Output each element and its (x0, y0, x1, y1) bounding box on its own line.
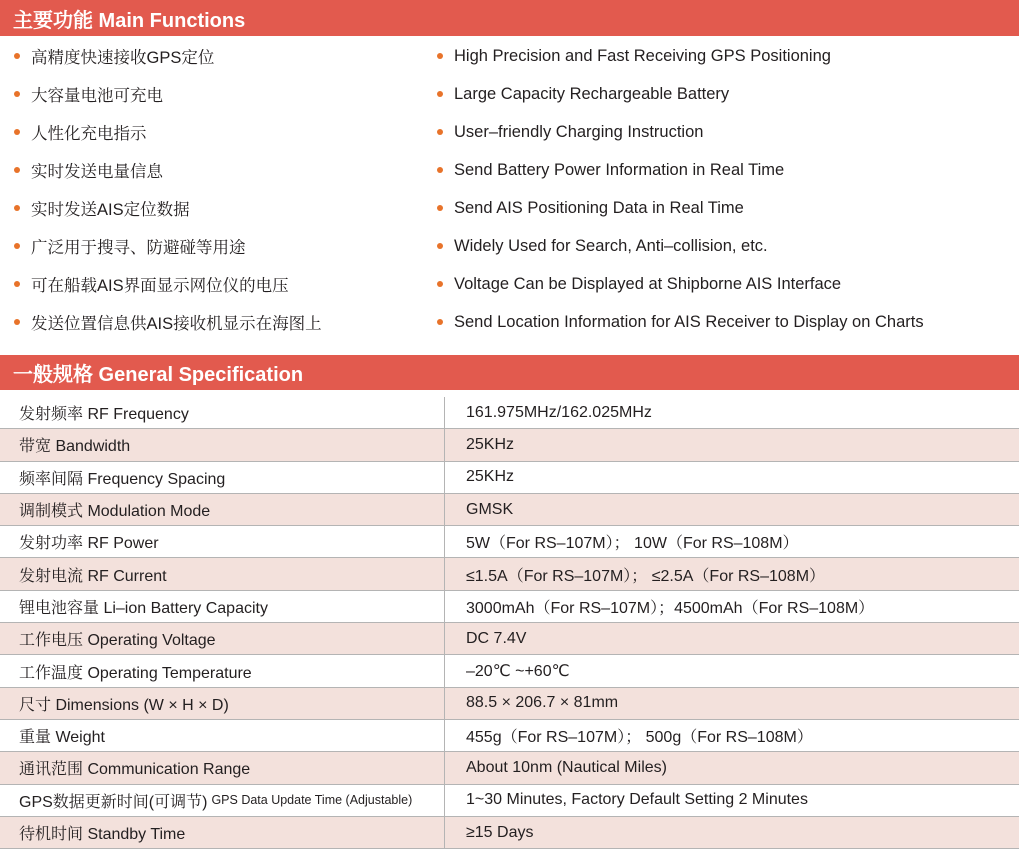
bullet-icon (14, 205, 20, 211)
spec-label: 调制模式 Modulation Mode (0, 494, 445, 525)
table-row (0, 752, 1019, 784)
bullet-icon (14, 53, 20, 59)
spec-table (0, 397, 1019, 849)
list-item (14, 37, 322, 75)
feature-text: 高精度快速接收GPS定位 (31, 49, 215, 67)
bullet-icon (437, 53, 443, 59)
list-item (437, 75, 924, 113)
table-row (0, 526, 1019, 558)
list-item (14, 113, 322, 151)
list-item (437, 37, 924, 75)
spec-value: 88.5 × 206.7 × 81mm (466, 694, 619, 712)
table-row (0, 688, 1019, 720)
bullet-icon (437, 167, 443, 173)
feature-text: Send Location Information for AIS Receiver to Display on Charts (454, 312, 924, 331)
general-spec-title: 一般规格 General Specification (13, 364, 304, 386)
spec-value: 5W（For RS–107M）； 10W（For RS–108M） (466, 535, 799, 553)
spec-value: GMSK (466, 500, 514, 518)
spec-value: About 10nm (Nautical Miles) (466, 758, 667, 776)
main-functions-header (0, 0, 1019, 36)
feature-text: 发送位置信息供AIS接收机显示在海图上 (31, 315, 322, 333)
list-item (14, 303, 322, 341)
table-row (0, 785, 1019, 817)
spec-label: 待机时间 Standby Time (0, 817, 445, 848)
table-row (0, 494, 1019, 526)
list-item (437, 151, 924, 189)
feature-text: Large Capacity Rechargeable Battery (454, 84, 730, 103)
table-row (0, 429, 1019, 461)
table-row (0, 591, 1019, 623)
feature-text: Send Battery Power Information in Real Time (454, 160, 785, 179)
table-row (0, 623, 1019, 655)
table-row (0, 462, 1019, 494)
spec-label: 尺寸 Dimensions (W × H × D) (0, 688, 445, 719)
table-row (0, 397, 1019, 429)
spec-label: 发射电流 RF Current (0, 558, 445, 589)
list-item (437, 113, 924, 151)
spec-value: DC 7.4V (466, 629, 527, 647)
feature-text: 人性化充电指示 (31, 125, 147, 143)
main-functions-title: 主要功能 Main Functions (13, 9, 246, 32)
spec-value: 3000mAh（For RS–107M）；4500mAh（For RS–108M） (466, 599, 875, 617)
spec-value: ≤1.5A（For RS–107M）； ≤2.5A（For RS–108M） (466, 567, 826, 585)
list-item (437, 265, 924, 303)
spec-label: 工作温度 Operating Temperature (0, 655, 445, 686)
bullet-icon (14, 243, 20, 249)
list-item (14, 265, 322, 303)
bullet-icon (437, 243, 443, 249)
list-item (14, 227, 322, 265)
spec-label: 发射功率 RF Power (0, 526, 445, 557)
bullet-icon (437, 91, 443, 97)
bullet-icon (14, 281, 20, 287)
spec-value: 1~30 Minutes, Factory Default Setting 2 Minutes (466, 791, 808, 809)
feature-text: 大容量电池可充电 (31, 87, 163, 105)
feature-text: 实时发送AIS定位数据 (31, 201, 190, 219)
list-item (14, 189, 322, 227)
bullet-icon (14, 319, 20, 325)
feature-text: Widely Used for Search, Anti–collision, etc. (454, 236, 768, 255)
list-item (437, 303, 924, 341)
feature-text: High Precision and Fast Receiving GPS Positioning (454, 46, 831, 65)
spec-label: 重量 Weight (0, 720, 445, 751)
table-row (0, 720, 1019, 752)
general-spec-header (0, 355, 1019, 390)
bullet-icon (437, 319, 443, 325)
spec-value: 455g（For RS–107M）； 500g（For RS–108M） (466, 729, 813, 747)
spec-label: 带宽 Bandwidth (0, 429, 445, 460)
bullet-icon (14, 167, 20, 173)
spec-value: 25KHz (466, 468, 515, 486)
list-item (14, 151, 322, 189)
spec-value: –20℃ ~+60℃ (466, 663, 570, 681)
bullet-icon (437, 129, 443, 135)
spec-label: 发射频率 RF Frequency (0, 397, 445, 428)
spec-label: 锂电池容量 Li–ion Battery Capacity (0, 591, 445, 622)
spec-label: 频率间隔 Frequency Spacing (0, 462, 445, 493)
feature-text: 可在船载AIS界面显示网位仪的电压 (31, 277, 289, 295)
spec-value: 25KHz (466, 435, 515, 453)
table-row (0, 558, 1019, 590)
feature-text: User–friendly Charging Instruction (454, 122, 704, 141)
feature-text: 实时发送电量信息 (31, 163, 163, 181)
list-item (14, 75, 322, 113)
spec-value: ≥15 Days (466, 823, 534, 841)
spec-label: 通讯范围 Communication Range (0, 752, 445, 783)
spec-label-gps-update: GPS数据更新时间(可调节) GPS Data Update Time (Adjustable) (0, 785, 445, 816)
table-row (0, 655, 1019, 687)
table-row (0, 817, 1019, 849)
feature-text: Send AIS Positioning Data in Real Time (454, 198, 744, 217)
feature-text: 广泛用于搜寻、防避碰等用途 (31, 239, 246, 257)
spec-label: 工作电压 Operating Voltage (0, 623, 445, 654)
bullet-icon (437, 281, 443, 287)
bullet-icon (14, 129, 20, 135)
feature-text: Voltage Can be Displayed at Shipborne AIS Interface (454, 274, 842, 293)
bullet-icon (437, 205, 443, 211)
features-list-english (437, 37, 924, 341)
features-list-chinese (14, 37, 322, 341)
list-item (437, 189, 924, 227)
list-item (437, 227, 924, 265)
spec-value: 161.975MHz/162.025MHz (466, 403, 652, 421)
bullet-icon (14, 91, 20, 97)
